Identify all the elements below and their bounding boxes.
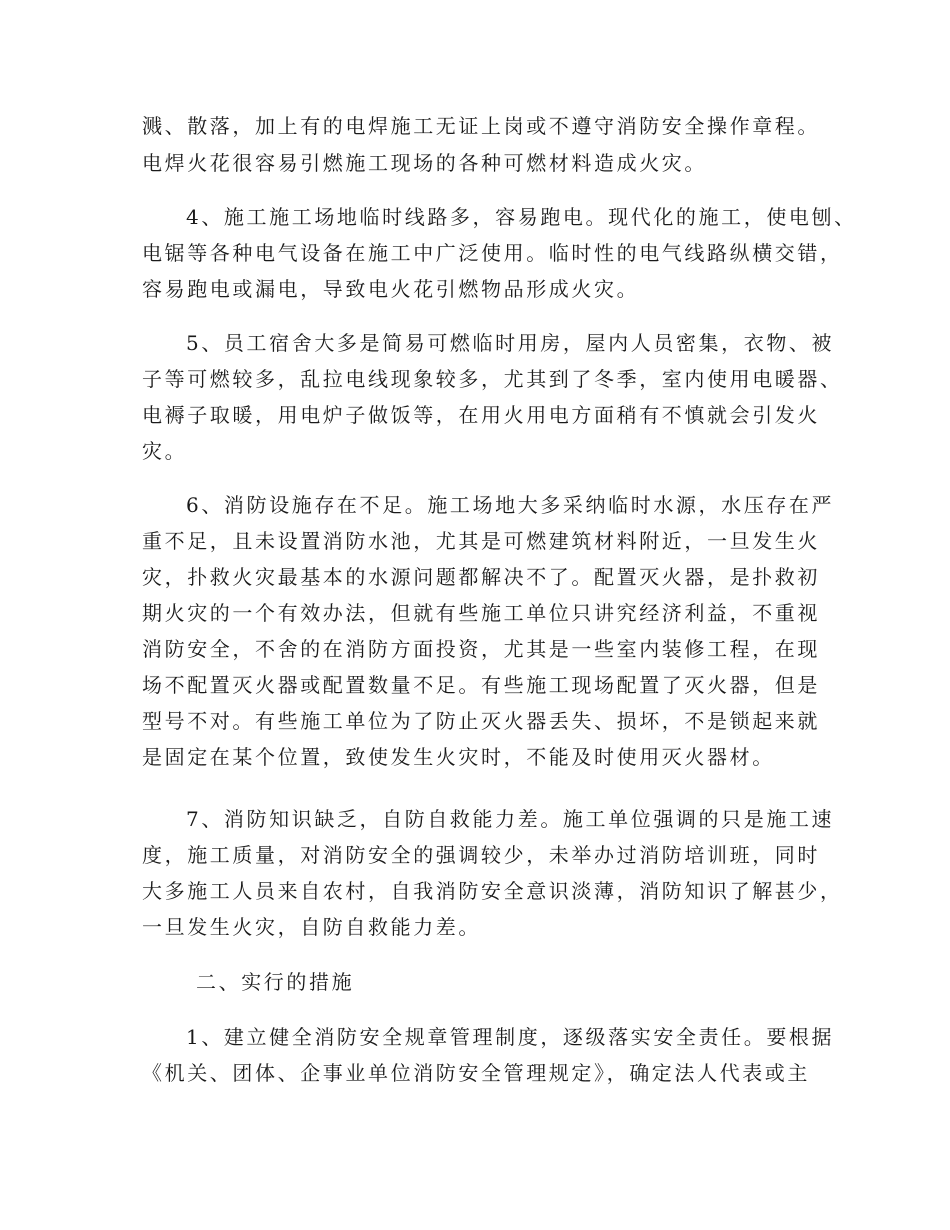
text-line: 灾，扑救火灾最基本的水源问题都解决不了。配置灭火器，是扑救初 xyxy=(142,565,820,589)
paragraph-7-start: 7、消防知识缺乏，自防自救能力差。施工单位强调的只是施工速 xyxy=(186,807,835,831)
paragraph-6-start: 6、消防设施存在不足。施工场地大多采纳临时水源，水压存在严 xyxy=(186,493,835,517)
paragraph-5-start: 5、员工宿舍大多是简易可燃临时用房，屋内人员密集，衣物、被 xyxy=(186,331,835,355)
text-line: 子等可燃较多，乱拉电线现象较多，尤其到了冬季，室内使用电暖器、 xyxy=(142,367,843,391)
text-line: 电锯等各种电气设备在施工中广泛使用。临时性的电气线路纵横交错， xyxy=(142,241,843,265)
text-line: 消防安全，不舍的在消防方面投资，尤其是一些室内装修工程，在现 xyxy=(142,637,820,661)
text-line: 场不配置灭火器或配置数量不足。有些施工现场配置了灭火器，但是 xyxy=(142,673,820,697)
text-line: 电焊火花很容易引燃施工现场的各种可燃材料造成火灾。 xyxy=(142,151,707,175)
text-line: 容易跑电或漏电，导致电火花引燃物品形成火灾。 xyxy=(142,277,640,301)
text-line: 溅、散落，加上有的电焊施工无证上岗或不遵守消防安全操作章程。 xyxy=(142,114,820,138)
text-line: 是固定在某个位置，致使发生火灾时，不能及时使用灭火器材。 xyxy=(142,745,775,769)
text-line: 型号不对。有些施工单位为了防止灭火器丢失、损坏，不是锁起来就 xyxy=(142,709,820,733)
section-heading: 二、实行的措施 xyxy=(196,970,355,994)
paragraph-measure-1-start: 1、建立健全消防安全规章管理制度，逐级落实安全责任。要根据 xyxy=(186,1025,835,1049)
text-line: 期火灾的一个有效办法，但就有些施工单位只讲究经济利益，不重视 xyxy=(142,601,820,625)
text-line: 电褥子取暖，用电炉子做饭等，在用火用电方面稍有不慎就会引发火 xyxy=(142,403,820,427)
paragraph-4-start: 4、施工施工场地临时线路多，容易跑电。现代化的施工，使电刨、 xyxy=(186,205,857,229)
text-line: 重不足，且未设置消防水池，尤其是可燃建筑材料附近，一旦发生火 xyxy=(142,529,820,553)
text-line: 灾。 xyxy=(142,439,188,463)
text-line: 大多施工人员来自农村，自我消防安全意识淡薄，消防知识了解甚少， xyxy=(142,879,843,903)
text-line: 一旦发生火灾，自防自救能力差。 xyxy=(142,915,481,939)
text-line: 度，施工质量，对消防安全的强调较少，未举办过消防培训班，同时 xyxy=(142,843,820,867)
text-line: 《机关、团体、企事业单位消防安全管理规定》，确定法人代表或主 xyxy=(142,1061,810,1085)
